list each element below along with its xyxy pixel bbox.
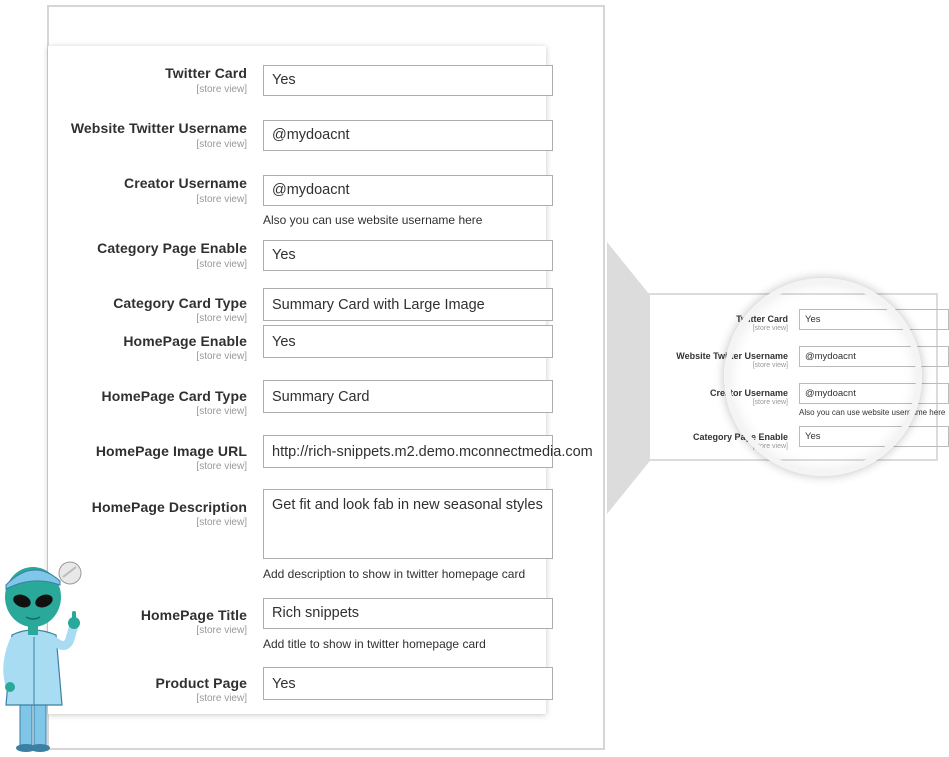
category-card-type-select[interactable]: Summary Card with Large Image [263,288,553,321]
field-label: Website Twitter Username [70,120,247,136]
product-page-select[interactable]: Yes [263,667,553,700]
preview-scope: [store view] [752,362,788,369]
preview-label: Category Page Enable [692,432,788,442]
homepage-card-type-select[interactable]: Summary Card [263,380,553,413]
field-label: Product Page [155,675,247,691]
field-label: HomePage Enable [123,333,247,349]
preview-creator-username-field: @mydoacnt [799,383,949,404]
field-note: Add title to show in twitter homepage card [263,637,486,651]
category-page-enable-select[interactable]: Yes [263,240,553,271]
scope-label: [store view] [196,625,247,636]
field-label: Category Page Enable [97,240,247,256]
website-twitter-username-input[interactable]: @mydoacnt [263,120,553,151]
scope-label: [store view] [196,139,247,150]
field-note: Also you can use website username here [263,213,483,227]
field-label: HomePage Image URL [95,443,247,459]
twitter-card-config-panel [48,46,593,714]
scope-label: [store view] [196,194,247,205]
field-label: HomePage Card Type [101,388,247,404]
scope-label: [store view] [196,406,247,417]
homepage-enable-select[interactable]: Yes [263,325,553,358]
preview-label: Creator Username [709,388,788,398]
homepage-title-input[interactable]: Rich snippets [263,598,553,629]
scope-label: [store view] [196,461,247,472]
preview-label: Website Twitter Username [676,351,788,361]
preview-label: Twitter Card [736,314,788,324]
scope-label: [store view] [196,313,247,324]
preview-scope: [store view] [752,399,788,406]
homepage-image-url-input[interactable]: http://rich-snippets.m2.demo.mconnectmedia.com [263,435,553,468]
field-label: Twitter Card [165,65,247,81]
scope-label: [store view] [196,84,247,95]
scope-label: [store view] [196,259,247,270]
preview-note: Also you can use website username here [799,408,946,417]
field-label: HomePage Title [140,607,247,623]
preview-category-enable-field: Yes [799,426,949,447]
magnifier-lens [724,278,922,476]
field-label: Category Card Type [113,295,247,311]
preview-twitter-card-field: Yes [799,309,949,330]
preview-website-username-field: @mydoacnt [799,346,949,367]
alien-mascot-icon [0,555,90,755]
preview-scope: [store view] [752,325,788,332]
field-label: Creator Username [124,175,247,191]
twitter-card-select[interactable]: Yes [263,65,553,96]
preview-scope: [store view] [752,443,788,450]
scope-label: [store view] [196,693,247,704]
scope-label: [store view] [196,517,247,528]
homepage-description-textarea[interactable]: Get fit and look fab in new seasonal styles [263,489,553,559]
field-note: Add description to show in twitter homepage card [263,567,526,581]
creator-username-input[interactable]: @mydoacnt [263,175,553,206]
field-label: HomePage Description [91,499,247,515]
scope-label: [store view] [196,351,247,362]
